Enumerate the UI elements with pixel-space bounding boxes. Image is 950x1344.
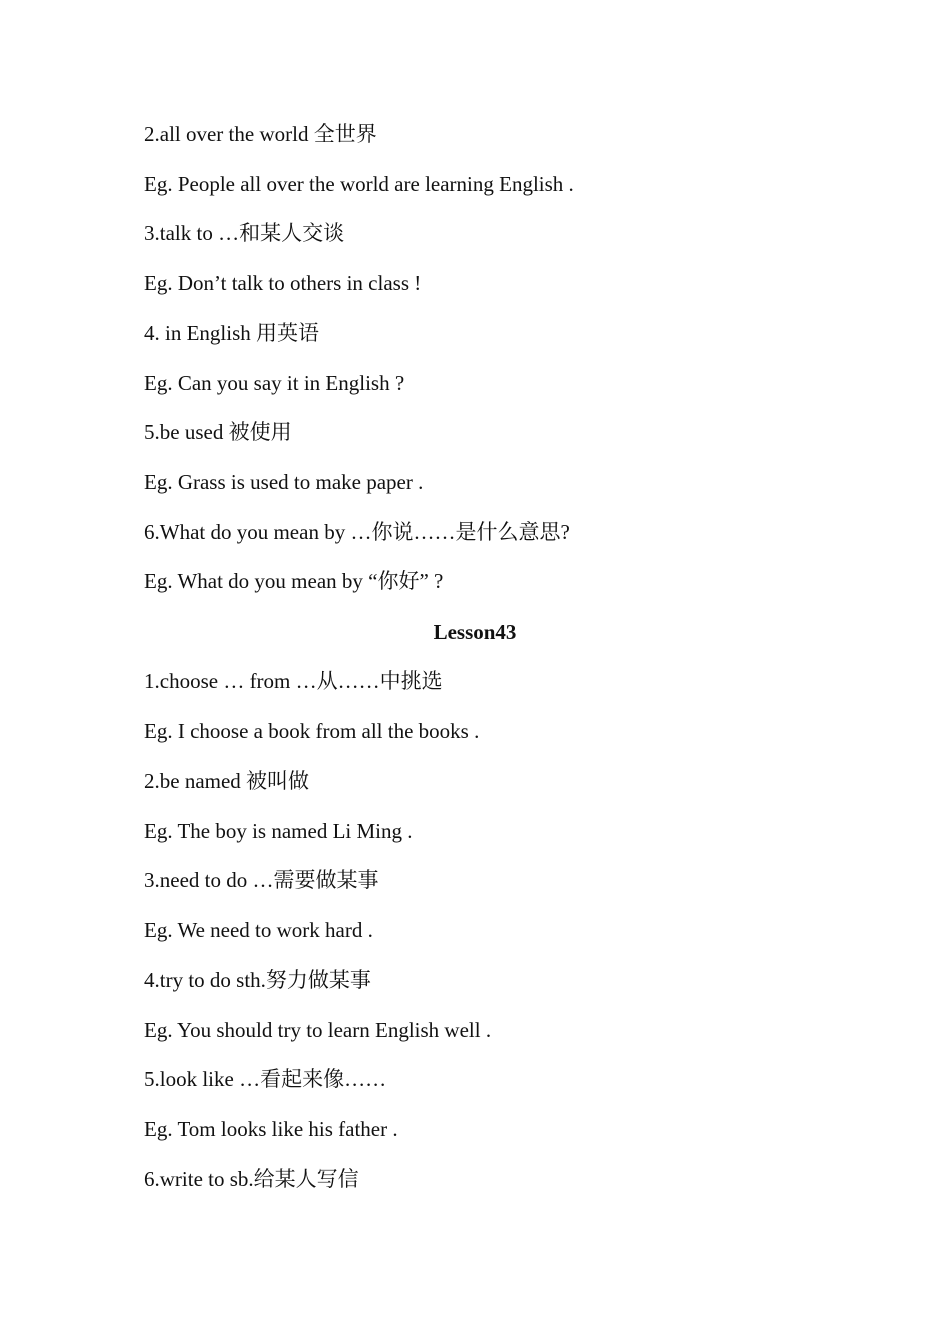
phrase-line: 6.write to sb.给某人写信 <box>144 1167 359 1191</box>
phrase-line: 5.look like …看起来像…… <box>144 1067 387 1091</box>
phrase-line: 2.all over the world 全世界 <box>144 122 377 146</box>
example-line: Eg. You should try to learn English well . <box>144 1018 492 1042</box>
example-line: Eg. What do you mean by “你好” ? <box>144 569 444 593</box>
example-line: Eg. The boy is named Li Ming . <box>144 819 413 843</box>
phrase-line: 1.choose … from …从……中挑选 <box>144 669 443 693</box>
example-line: Eg. Grass is used to make paper . <box>144 470 424 494</box>
example-line: Eg. People all over the world are learning English . <box>144 172 574 196</box>
phrase-line: 3.need to do …需要做某事 <box>144 868 379 892</box>
phrase-line: 6.What do you mean by …你说……是什么意思? <box>144 520 570 544</box>
lesson-heading: Lesson43 <box>433 620 517 644</box>
phrase-line: 5.be used 被使用 <box>144 420 292 444</box>
phrase-line: 4.try to do sth.努力做某事 <box>144 968 371 992</box>
example-line: Eg. Can you say it in English ? <box>144 371 405 395</box>
example-line: Eg. Don’t talk to others in class ! <box>144 271 422 295</box>
example-line: Eg. I choose a book from all the books . <box>144 719 480 743</box>
example-line: Eg. Tom looks like his father . <box>144 1117 398 1141</box>
phrase-line: 4. in English 用英语 <box>144 321 320 345</box>
phrase-line: 3.talk to …和某人交谈 <box>144 221 345 245</box>
phrase-line: 2.be named 被叫做 <box>144 769 310 793</box>
example-line: Eg. We need to work hard . <box>144 918 373 942</box>
